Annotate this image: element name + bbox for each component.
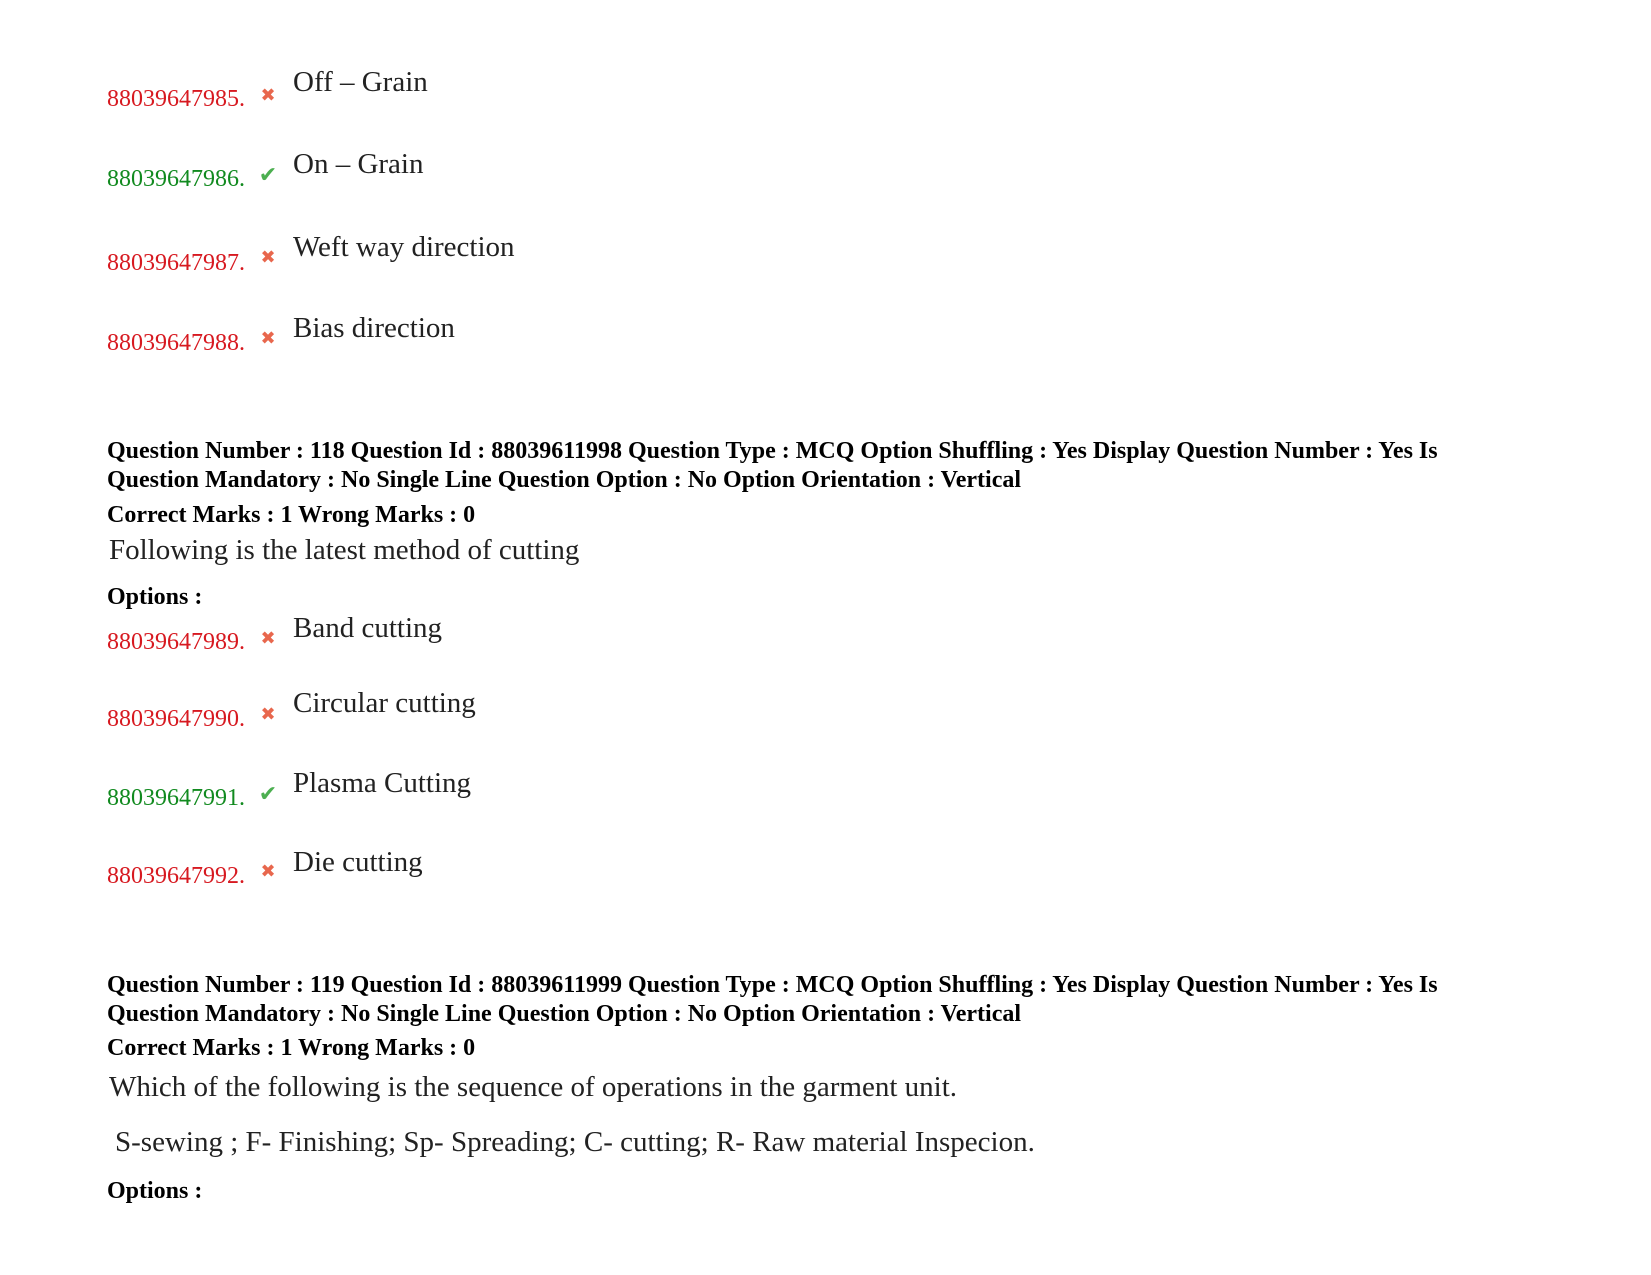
cross-icon: ✖	[260, 85, 276, 106]
cross-icon: ✖	[260, 247, 276, 268]
option-text: On – Grain	[293, 148, 424, 180]
option-id: 88039647992.	[107, 863, 245, 889]
cross-icon: ✖	[260, 704, 276, 725]
option-id: 88039647986.	[107, 166, 245, 192]
option-text: Bias direction	[293, 312, 455, 344]
options-label: Options :	[107, 584, 203, 610]
question-text: Following is the latest method of cutting	[109, 534, 580, 566]
option-id: 88039647990.	[107, 706, 245, 732]
check-icon: ✔	[258, 163, 278, 188]
question-text: Which of the following is the sequence of operations in the garment unit.	[109, 1071, 958, 1103]
question-marks: Correct Marks : 1 Wrong Marks : 0	[107, 1035, 476, 1061]
question-meta-line: Question Number : 118 Question Id : 88039611998 Question Type : MCQ Option Shuffling : Yes Display Question Number : Yes Is	[107, 438, 1438, 464]
question-text: S-sewing ; F- Finishing; Sp- Spreading; C- cutting; R- Raw material Inspecion.	[115, 1126, 1035, 1158]
question-meta	[107, 971, 1547, 1029]
question-meta-line: Question Mandatory : No Single Line Question Option : No Option Orientation : Vertical	[107, 467, 1022, 493]
option-id: 88039647985.	[107, 86, 245, 112]
cross-icon: ✖	[260, 328, 276, 349]
cross-icon: ✖	[260, 861, 276, 882]
option-id: 88039647991.	[107, 785, 245, 811]
option-id: 88039647987.	[107, 250, 245, 276]
cross-icon: ✖	[260, 628, 276, 649]
option-text: Weft way direction	[293, 231, 515, 263]
question-meta-line: Question Number : 119 Question Id : 88039611999 Question Type : MCQ Option Shuffling : Yes Display Question Number : Yes Is	[107, 972, 1438, 998]
question-marks: Correct Marks : 1 Wrong Marks : 0	[107, 502, 476, 528]
option-text: Off – Grain	[293, 66, 428, 98]
option-id: 88039647989.	[107, 629, 245, 655]
option-text: Band cutting	[293, 612, 443, 644]
question-meta-line: Question Mandatory : No Single Line Question Option : No Option Orientation : Vertical	[107, 1001, 1022, 1027]
option-text: Circular cutting	[293, 687, 476, 719]
question-meta	[107, 437, 1547, 495]
option-id: 88039647988.	[107, 330, 245, 356]
options-label: Options :	[107, 1178, 203, 1204]
check-icon: ✔	[258, 782, 278, 807]
option-text: Plasma Cutting	[293, 767, 472, 799]
option-text: Die cutting	[293, 846, 423, 878]
